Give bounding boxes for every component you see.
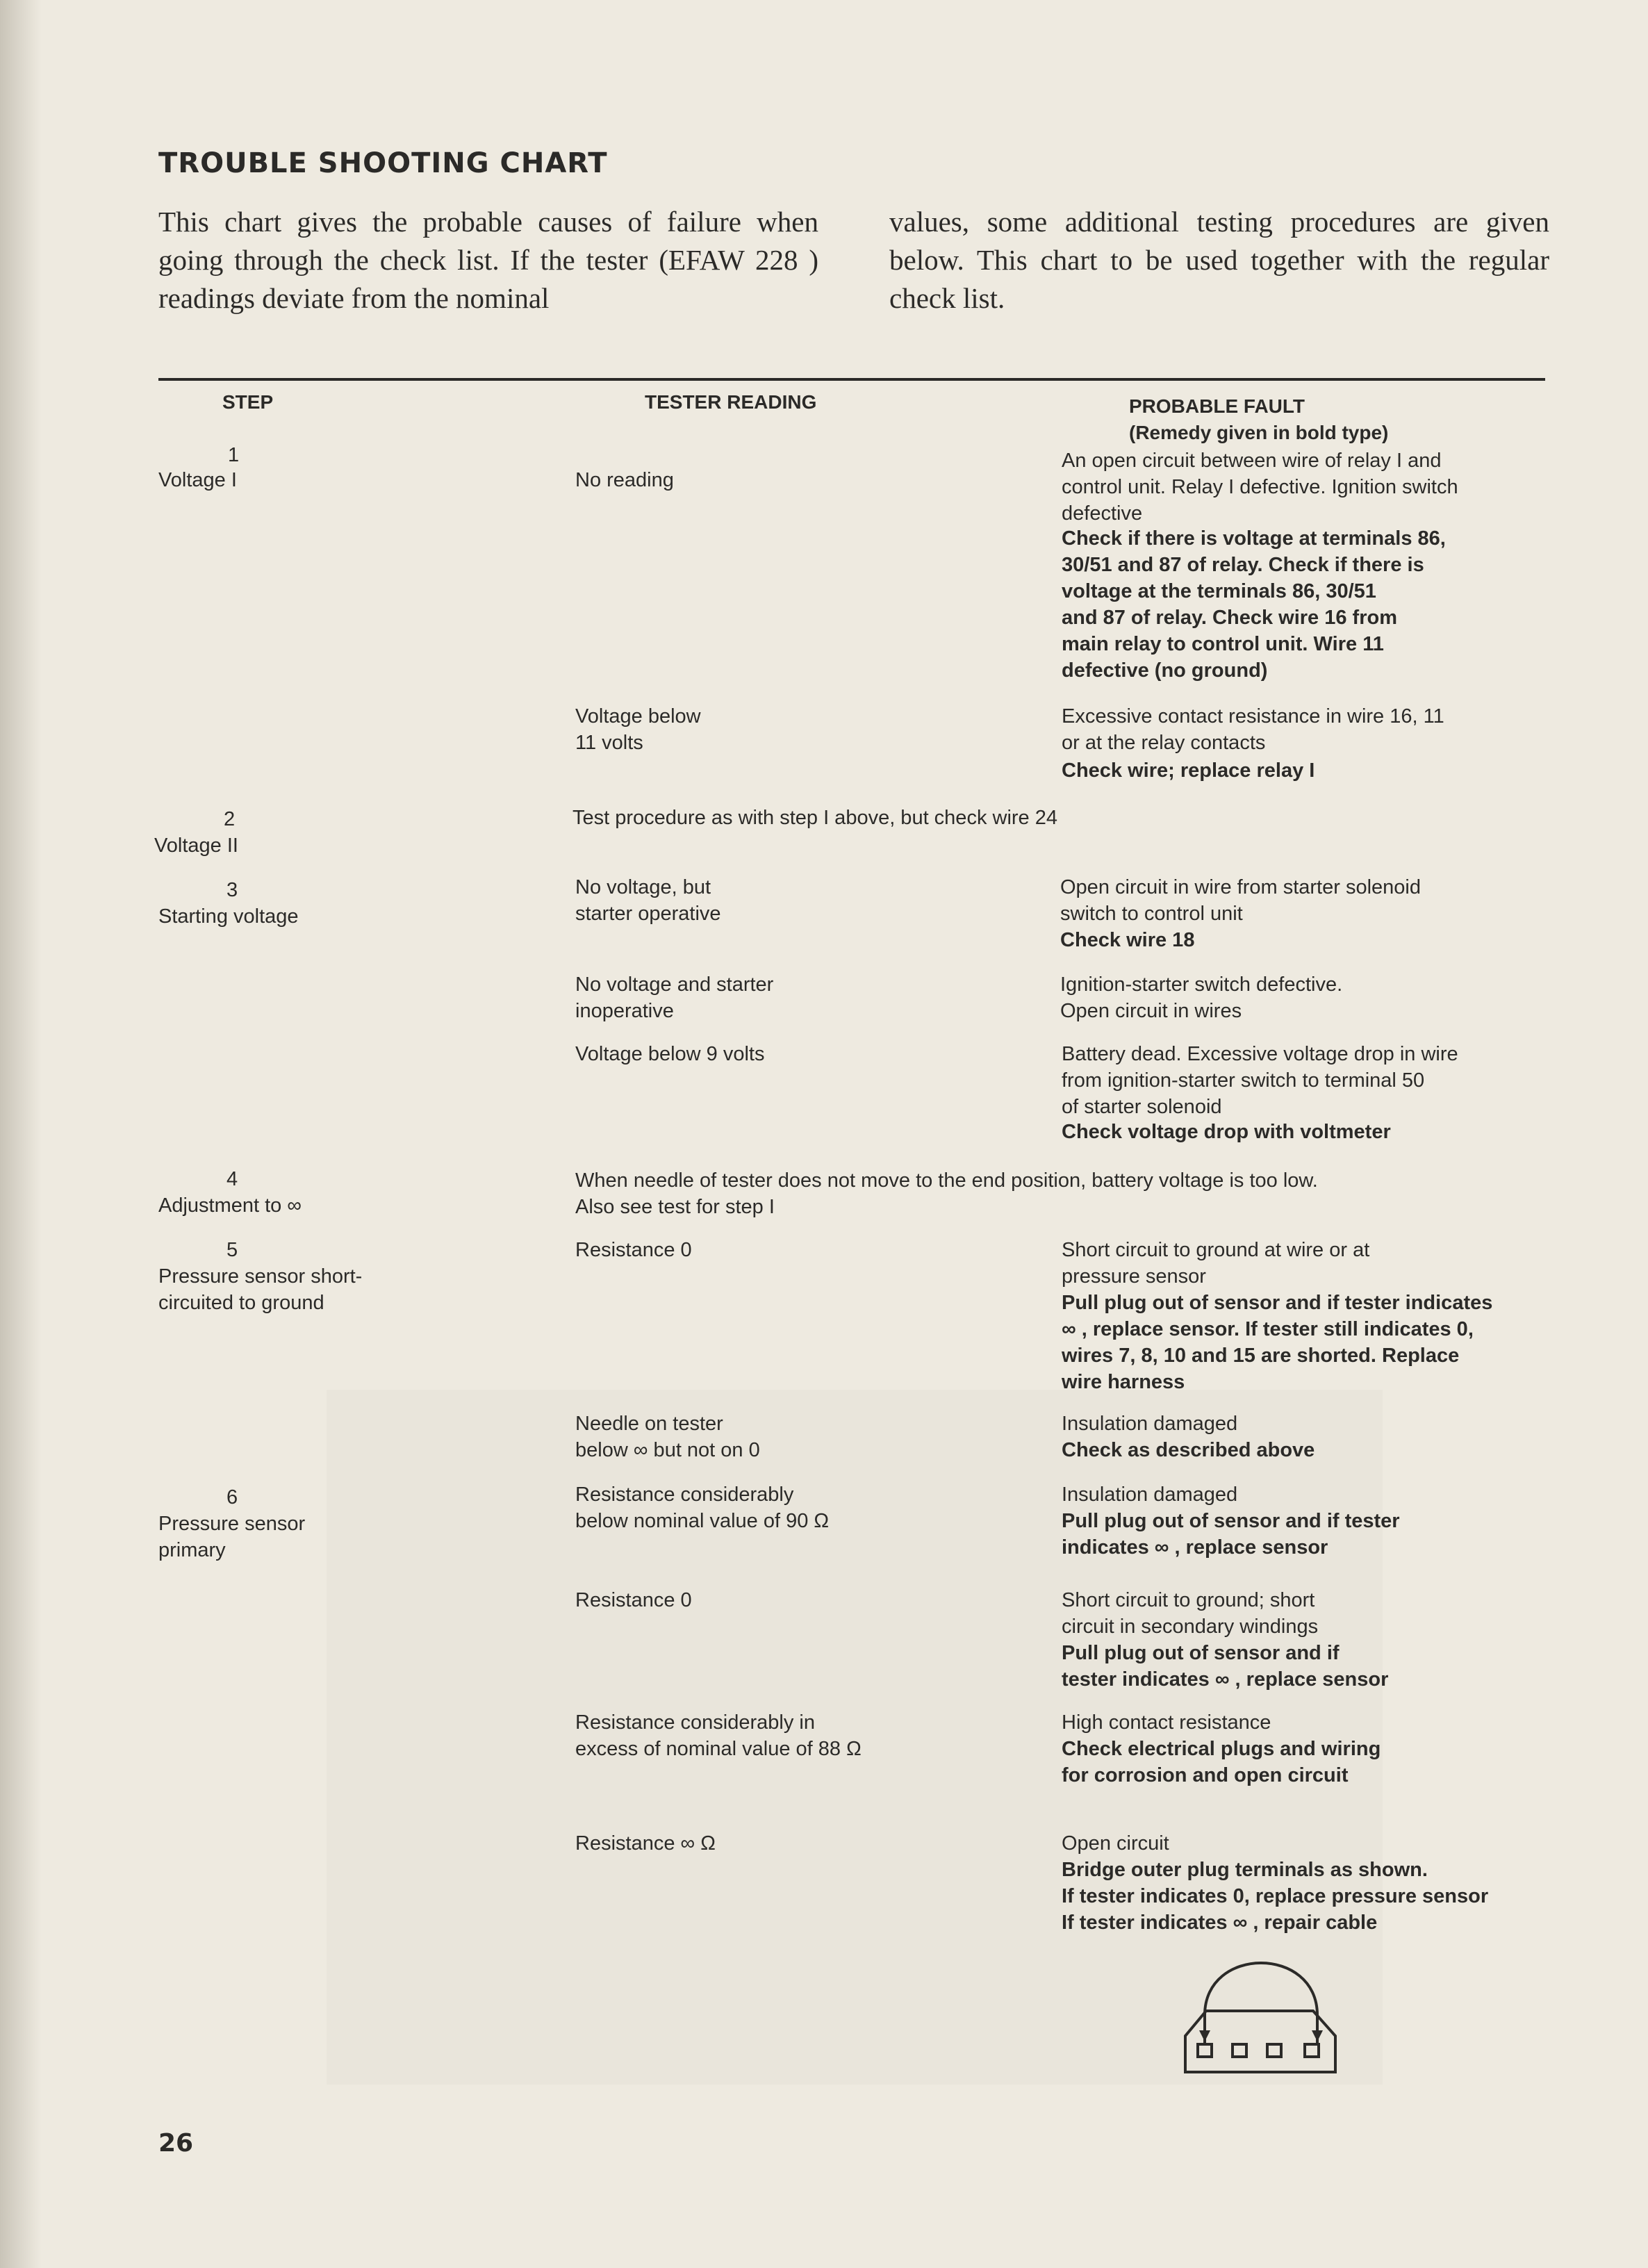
step-number: 6 — [226, 1486, 238, 1509]
step-number: 4 — [226, 1168, 238, 1190]
header-tester-reading: TESTER READING — [645, 391, 817, 413]
probable-fault: Open circuit in wire from starter solenoid switch to control unit — [1060, 876, 1421, 925]
plug-outline — [1185, 2011, 1335, 2072]
tester-reading: Needle on tester below ∞ but not on 0 — [575, 1413, 760, 1461]
step-label: Adjustment to ∞ — [158, 1194, 302, 1217]
probable-fault: Insulation damaged — [1062, 1413, 1238, 1435]
arrow-head — [1199, 2030, 1210, 2041]
probable-fault: Excessive contact resistance in wire 16, 11 or at the relay contacts — [1062, 705, 1444, 754]
remedy: Pull plug out of sensor and if tester indicates ∞ , replace sensor — [1062, 1642, 1389, 1691]
step-label: Pressure sensor primary — [158, 1513, 306, 1561]
probable-fault: High contact resistance — [1062, 1711, 1271, 1734]
tester-reading: Resistance considerably in excess of nominal value of 88 Ω — [575, 1711, 862, 1760]
remedy: Check as described above — [1062, 1439, 1315, 1461]
tester-reading: Voltage below 9 volts — [575, 1043, 765, 1065]
remedy: Pull plug out of sensor and if tester indicates ∞ , replace sensor — [1062, 1510, 1400, 1559]
step-number: 2 — [224, 808, 236, 830]
probable-fault: An open circuit between wire of relay I and control unit. Relay I defective. Ignition switch defective — [1062, 450, 1458, 525]
intro-paragraph-right: values, some additional testing procedures are given below. This chart to be used together with the regular check list. — [889, 206, 1549, 314]
tester-reading: No voltage and starter inoperative — [575, 973, 774, 1022]
probable-fault: Insulation damaged — [1062, 1484, 1238, 1506]
arrow-head — [1312, 2030, 1323, 2041]
intro-paragraph-left: This chart gives the probable causes of failure when going through the check list. If the tester (EFAW 228 ) readings deviate from the nominal — [158, 206, 818, 314]
header-fault-subtitle: (Remedy given in bold type) — [1129, 422, 1389, 443]
step-number: 5 — [226, 1239, 238, 1261]
page-title: TROUBLE SHOOTING CHART — [158, 147, 608, 179]
remedy: Check if there is voltage at terminals 86, 30/51 and 87 of relay. Check if there is voltage at the terminals 86, 30/51 and 87 of relay. Check wire 16 from main relay to control unit. Wire 11 defective (no ground) — [1062, 527, 1446, 682]
plug-terminal — [1233, 2044, 1246, 2057]
tester-reading: No voltage, but starter operative — [575, 876, 721, 925]
step-label: Pressure sensor short- circuited to ground — [158, 1265, 363, 1314]
tester-reading: When needle of tester does not move to the end position, battery voltage is too low. Also see test for step I — [575, 1169, 1318, 1218]
header-step: STEP — [222, 391, 274, 413]
step-number: 1 — [228, 444, 240, 466]
remedy: Check wire 18 — [1060, 929, 1195, 951]
tester-reading: Test procedure as with step I above, but check wire 24 — [572, 807, 1057, 829]
tester-reading: Resistance considerably below nominal value of 90 Ω — [575, 1484, 830, 1532]
tester-reading: Resistance 0 — [575, 1589, 692, 1611]
step-label: Voltage I — [158, 469, 237, 491]
probable-fault: Open circuit — [1062, 1832, 1169, 1855]
remedy: Check wire; replace relay I — [1062, 759, 1315, 782]
remedy: Check electrical plugs and wiring for corrosion and open circuit — [1062, 1738, 1381, 1786]
tester-reading: Resistance ∞ Ω — [575, 1832, 716, 1855]
remedy: Pull plug out of sensor and if tester indicates ∞ , replace sensor. If tester still indicates 0, wires 7, 8, 10 and 15 are shorted. Replace wire harness — [1062, 1292, 1493, 1393]
plug-bridge-diagram — [1181, 1953, 1341, 2078]
probable-fault: Ignition-starter switch defective. Open circuit in wires — [1060, 973, 1343, 1022]
probable-fault: Battery dead. Excessive voltage drop in wire from ignition-starter switch to terminal 50 of starter solenoid — [1062, 1043, 1458, 1118]
tester-reading: Resistance 0 — [575, 1239, 692, 1261]
bridge-wire — [1205, 1963, 1317, 2043]
plug-terminal — [1267, 2044, 1281, 2057]
tester-reading: Voltage below 11 volts — [575, 705, 701, 754]
page-number: 26 — [158, 2129, 194, 2158]
remedy: Bridge outer plug terminals as shown. If tester indicates 0, replace pressure sensor If tester indicates ∞ , repair cable — [1062, 1859, 1489, 1934]
step-number: 3 — [226, 879, 238, 901]
plug-terminal — [1198, 2044, 1212, 2057]
plug-terminal — [1305, 2044, 1319, 2057]
step-label: Voltage II — [154, 835, 238, 857]
probable-fault: Short circuit to ground; short circuit in secondary windings — [1062, 1589, 1319, 1638]
header-probable-fault: PROBABLE FAULT — [1129, 395, 1305, 417]
probable-fault: Short circuit to ground at wire or at pressure sensor — [1062, 1239, 1370, 1288]
step-label: Starting voltage — [158, 905, 299, 928]
remedy: Check voltage drop with voltmeter — [1062, 1121, 1391, 1143]
tester-reading: No reading — [575, 469, 674, 491]
